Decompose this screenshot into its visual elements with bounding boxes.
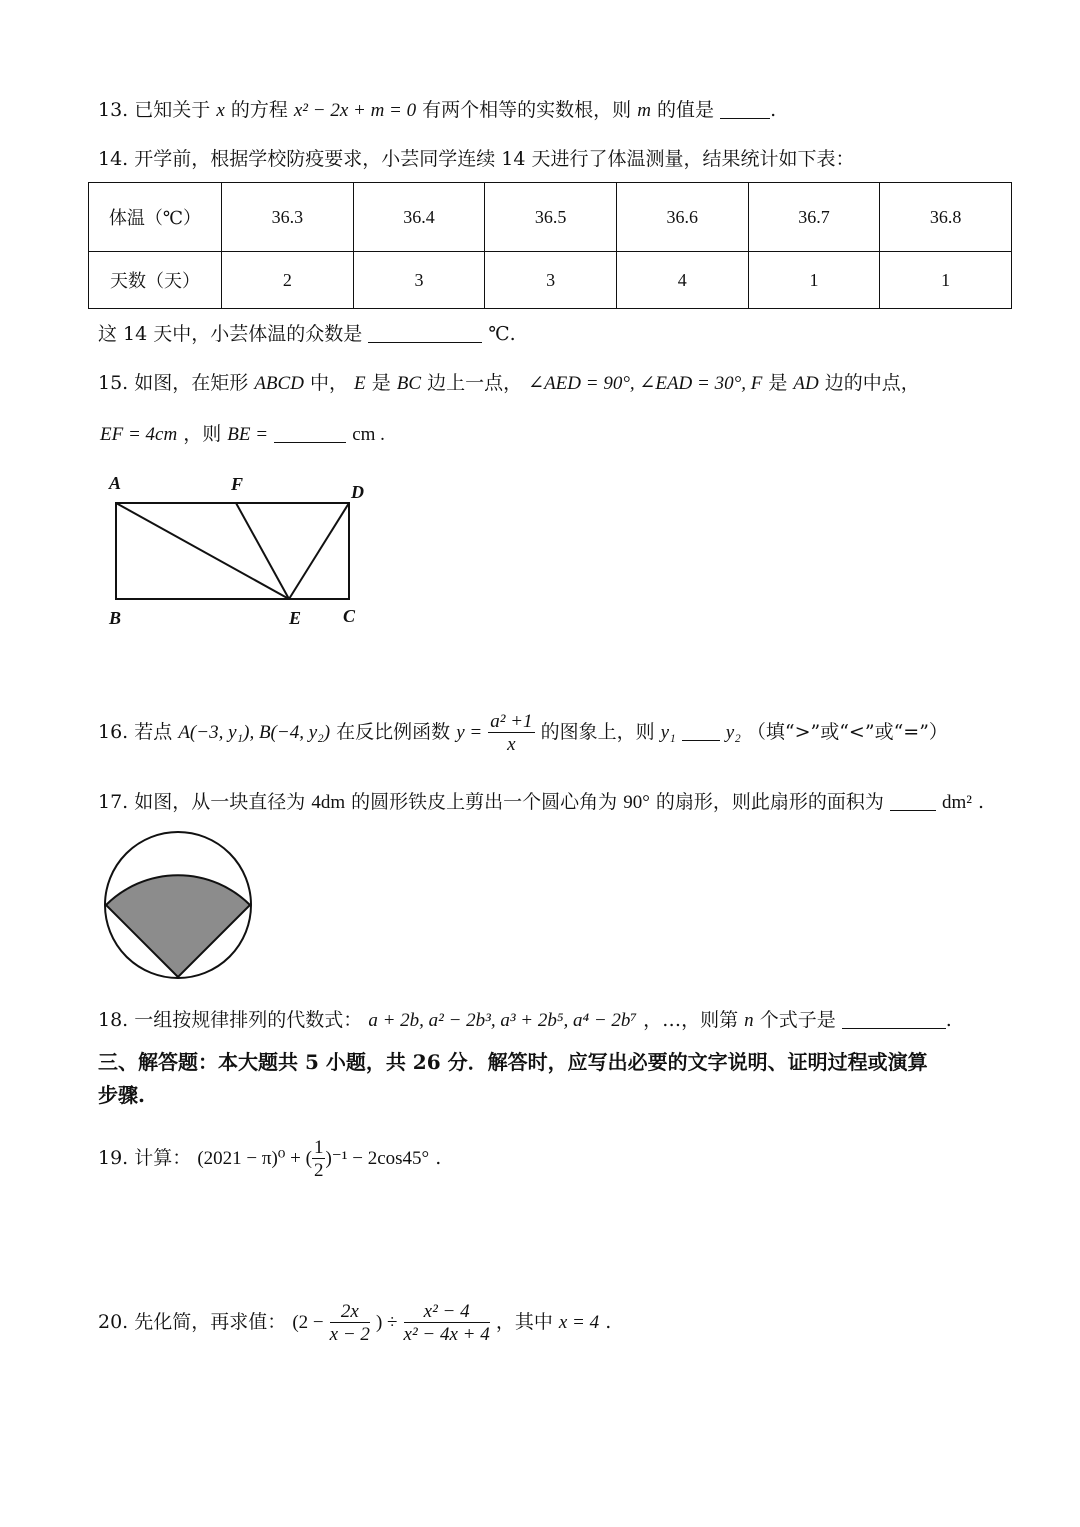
- table-cell: 36.8: [880, 183, 1012, 252]
- q16-answer-blank: [682, 722, 720, 741]
- q19-fraction: [312, 1138, 326, 1180]
- q13-text-1: 已知关于: [134, 99, 211, 121]
- q14-followup: [98, 324, 516, 344]
- q20-open: (2 −: [292, 1312, 324, 1333]
- q18-text-1: 一组按规律排列的代数式：: [134, 1009, 363, 1031]
- q15-unit: cm .: [352, 424, 385, 445]
- q15-text-4: 边上一点，: [427, 372, 523, 394]
- q19-text-1: 计算：: [134, 1147, 192, 1169]
- q17-angle: 90°: [623, 792, 650, 813]
- q15-angles: ∠AED = 90°, ∠EAD = 30°, F: [528, 373, 763, 394]
- q19-frac-den: 2: [313, 1160, 324, 1181]
- q15-abcd: ABCD: [254, 373, 304, 394]
- table-cell: 1: [880, 252, 1012, 309]
- section-3-line2: 步骤.: [98, 1083, 145, 1107]
- q15-bc: BC: [396, 373, 422, 394]
- table-cell: 2: [222, 252, 354, 309]
- table-row: [89, 252, 1012, 309]
- q20-f1-num: 2x: [330, 1302, 370, 1323]
- q17-text-2: 的圆形铁皮上剪出一个圆心角为: [351, 791, 618, 813]
- table-cell: 36.6: [616, 183, 748, 252]
- table-cell: 3: [485, 252, 617, 309]
- q18-n: n: [744, 1010, 754, 1031]
- q15-ad: AD: [793, 373, 819, 394]
- q13-end: .: [770, 99, 777, 121]
- q16-text-4: （填“>”或“<”或“=”）: [746, 721, 948, 743]
- q18-sequence: a + 2b, a² − 2b³, a³ + 2b⁵, a⁴ − 2b⁷: [368, 1010, 638, 1031]
- question-17: [98, 792, 984, 812]
- q18-text-2: ，…，则第: [643, 1009, 739, 1031]
- q20-end: .: [605, 1311, 612, 1333]
- q16-points: A(−3, y₁), B(−4, y₂): [178, 722, 331, 743]
- q13-text-2: 的方程: [230, 99, 288, 121]
- q15-text-3: 是: [371, 372, 391, 394]
- q19-part2: )⁻¹ − 2cos45°: [325, 1148, 430, 1169]
- q17-answer-blank: [890, 792, 936, 811]
- question-19: [98, 1138, 441, 1180]
- q16-number: 16.: [98, 721, 129, 743]
- q16-frac-num: a² +1: [490, 711, 533, 732]
- q17-number: 17.: [98, 791, 129, 813]
- question-15-line1: [98, 374, 920, 393]
- table-row: [89, 183, 1012, 252]
- q15-text-6: 边的中点，: [824, 372, 920, 394]
- q15-be: BE =: [227, 424, 269, 445]
- q13-equation: x² − 2x + m = 0: [293, 100, 417, 121]
- label-e: E: [289, 608, 302, 628]
- q16-text-3: 的图象上，则: [540, 721, 655, 743]
- table-cell: 4: [616, 252, 748, 309]
- q13-number: 13.: [98, 99, 129, 121]
- q15-text-2: 中，: [309, 372, 348, 394]
- q18-answer-blank: [842, 1010, 946, 1029]
- q19-frac-num: 1: [313, 1137, 324, 1158]
- question-18: [98, 1010, 952, 1030]
- section-3-heading: [98, 1046, 998, 1112]
- q15-number: 15.: [98, 372, 129, 394]
- table-cell: 36.3: [222, 183, 354, 252]
- q15-answer-blank: [274, 424, 346, 443]
- q14-after-text: 这 14 天中，小芸体温的众数是: [98, 323, 363, 345]
- q13-answer-blank: [720, 100, 770, 119]
- q17-text-3: 的扇形，则此扇形的面积为: [655, 791, 884, 813]
- q13-text-3: 有两个相等的实数根，则: [422, 99, 632, 121]
- q15-text-5: 是: [768, 372, 788, 394]
- q20-f1-den: x − 2: [329, 1324, 370, 1345]
- q17-end: .: [978, 791, 985, 813]
- q20-text-1: 先化简，再求值：: [134, 1311, 287, 1333]
- circle-sector-figure: [100, 828, 260, 984]
- q20-divide: ) ÷: [375, 1312, 398, 1333]
- q16-text-1: 若点: [134, 721, 173, 743]
- shaded-sector: [106, 875, 250, 977]
- temperature-table: [88, 182, 1012, 309]
- q17-text-1: 如图，从一块直径为: [134, 791, 306, 813]
- q16-fraction: [488, 712, 534, 754]
- rectangle-figure: [100, 470, 380, 630]
- q15-text-1: 如图，在矩形: [134, 372, 249, 394]
- label-f: F: [231, 474, 244, 494]
- question-14: [98, 150, 855, 169]
- label-b: B: [109, 608, 122, 628]
- label-a: A: [109, 473, 122, 493]
- q15-ef: EF = 4cm: [100, 424, 178, 445]
- table-cell: 36.4: [353, 183, 485, 252]
- q14-number: 14.: [98, 148, 129, 170]
- table-cell: 36.7: [748, 183, 880, 252]
- q14-text: 开学前，根据学校防疫要求，小芸同学连续 14 天进行了体温测量，结果统计如下表：: [134, 148, 855, 170]
- q13-var-x: x: [216, 100, 225, 121]
- q19-end: .: [435, 1147, 442, 1169]
- q20-condition: x = 4: [558, 1312, 600, 1333]
- q15-text-7: ，则: [183, 423, 222, 445]
- q20-fraction-2: [404, 1302, 490, 1344]
- table-cell: 1: [748, 252, 880, 309]
- q13-text-4: 的值是: [657, 99, 715, 121]
- q20-f2-num: x² − 4: [404, 1302, 490, 1323]
- q15-e: E: [354, 373, 366, 394]
- question-13: [98, 100, 776, 120]
- table-header-temperature: 体温（℃）: [89, 183, 222, 252]
- section-3-line1: 三、解答题：本大题共 5 小题，共 26 分．解答时，应写出必要的文字说明、证明过程或演算: [98, 1050, 928, 1074]
- label-c: C: [343, 606, 356, 626]
- question-15-line2: [100, 424, 385, 444]
- q14-unit: ℃.: [488, 323, 516, 345]
- table-header-days: 天数（天）: [89, 252, 222, 309]
- q20-number: 20.: [98, 1311, 129, 1333]
- q16-frac-den: x: [507, 734, 516, 755]
- question-20: [98, 1302, 611, 1344]
- q16-y-eq: y =: [456, 722, 483, 743]
- q19-part1: (2021 − π)⁰ + (: [197, 1148, 312, 1169]
- q13-var-m: m: [637, 100, 651, 121]
- q17-unit: dm²: [941, 792, 972, 813]
- question-16: [98, 712, 948, 754]
- q20-fraction-1: [330, 1302, 370, 1344]
- q14-answer-blank: [368, 324, 482, 343]
- q20-f2-den: x² − 4x + 4: [403, 1324, 490, 1345]
- q18-number: 18.: [98, 1009, 129, 1031]
- segment-de: [289, 503, 349, 599]
- q18-end: .: [945, 1009, 952, 1031]
- q17-diameter: 4dm: [311, 792, 346, 813]
- rectangle-abcd: [116, 503, 349, 599]
- q16-text-2: 在反比例函数: [336, 721, 451, 743]
- table-cell: 3: [353, 252, 485, 309]
- q16-y2: y₂: [725, 722, 741, 743]
- table-cell: 36.5: [485, 183, 617, 252]
- label-d: D: [351, 482, 364, 502]
- q19-number: 19.: [98, 1147, 129, 1169]
- q20-text-2: ，其中: [495, 1311, 553, 1333]
- q16-y1: y₁: [660, 722, 676, 743]
- q18-text-3: 个式子是: [759, 1009, 836, 1031]
